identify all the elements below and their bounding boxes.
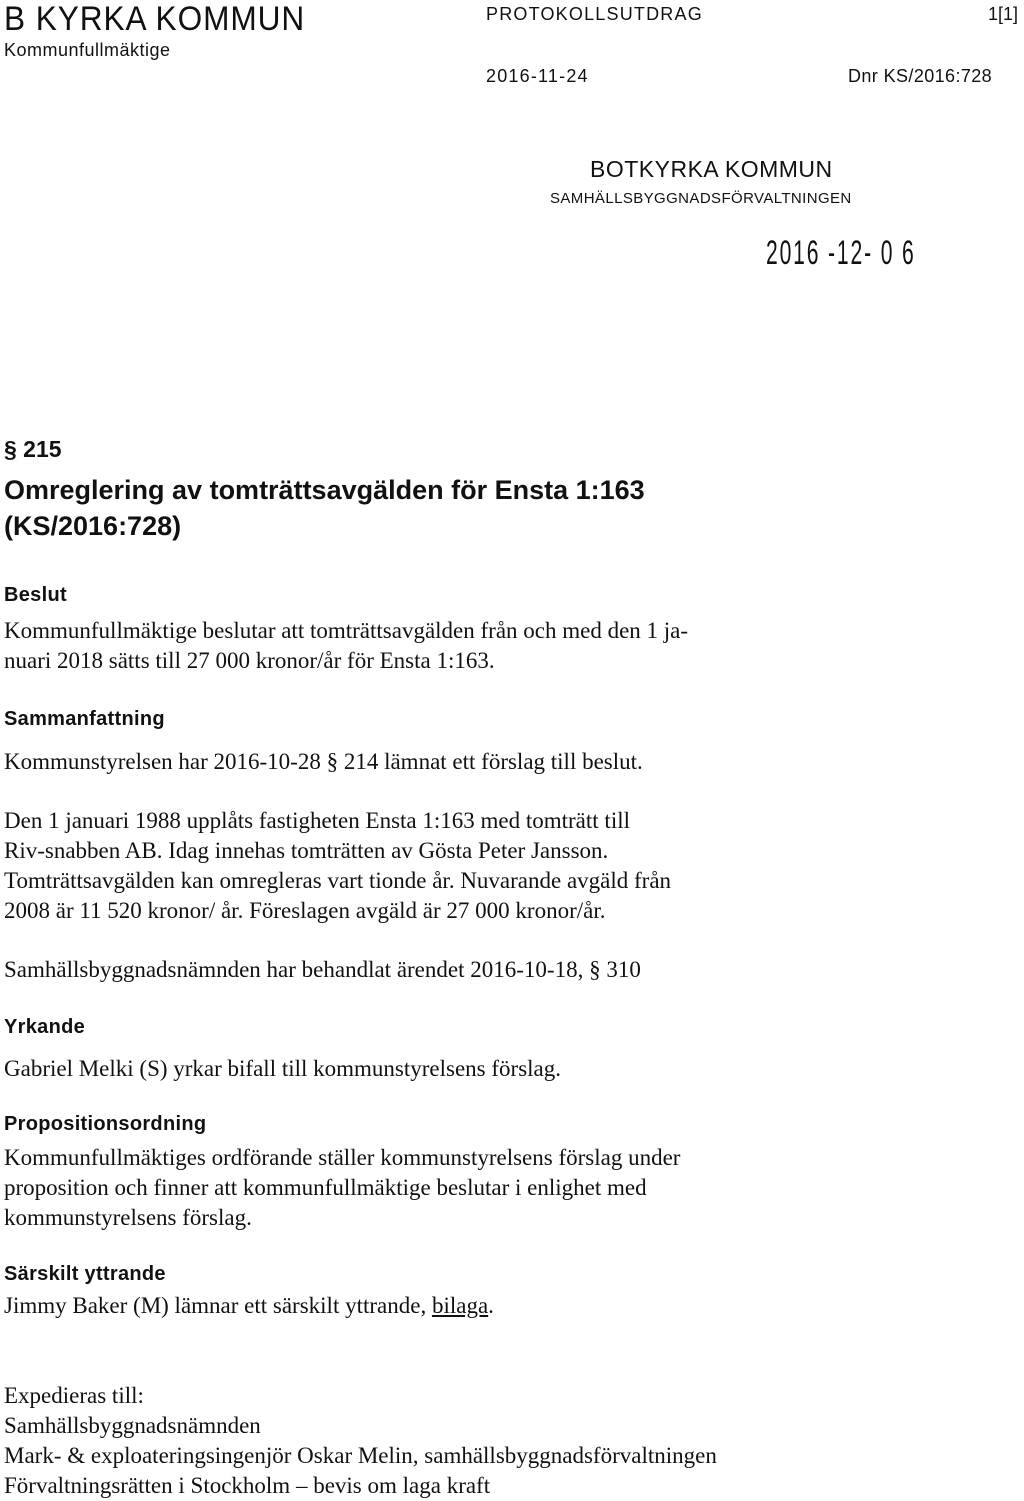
page-title	[4, 472, 804, 544]
text-line: Tomträttsavgälden kan omregleras vart tionde år. Nuvarande avgäld från	[4, 868, 672, 893]
paragraph-number: § 215	[4, 436, 62, 462]
text-line: Kommunfullmäktige beslutar att tomträttsavgälden från och med den 1 ja-	[4, 618, 689, 643]
meeting-date: 2016-11-24	[486, 66, 589, 86]
yttrande-text: Jimmy Baker (M) lämnar ett särskilt yttrande,	[4, 1293, 432, 1318]
sammanfattning-paragraph-2	[4, 806, 671, 926]
text-line: Den 1 januari 1988 upplåts fastigheten Ensta 1:163 med tomträtt till	[4, 808, 630, 833]
text-line: proposition och finner att kommunfullmäktige beslutar i enlighet med	[4, 1175, 647, 1200]
diary-number: Dnr KS/2016:728	[848, 66, 993, 86]
distribution-label: Expedieras till:	[4, 1383, 144, 1408]
heading-sammanfattning: Sammanfattning	[4, 708, 165, 730]
title-line: Omreglering av tomträttsavgälden för Ensta 1:163	[4, 475, 645, 505]
text-line: 2008 är 11 520 kronor/ år. Föreslagen avgäld är 27 000 kronor/år.	[4, 898, 606, 923]
document-type: PROTOKOLLSUTDRAG	[486, 4, 703, 24]
title-line: (KS/2016:728)	[4, 511, 182, 541]
sammanfattning-paragraph-1: Kommunstyrelsen har 2016-10-28 § 214 lämnat ett förslag till beslut.	[4, 749, 643, 774]
text-line: nuari 2018 sätts till 27 000 kronor/år för Ensta 1:163.	[4, 648, 495, 673]
distribution-list	[4, 1381, 717, 1501]
distribution-item: Mark- & exploateringsingenjör Oskar Melin, samhällsbyggnadsförvaltningen	[4, 1443, 717, 1468]
text-line: Kommunfullmäktiges ordförande ställer kommunstyrelsens förslag under	[4, 1145, 681, 1170]
text-line: Riv-snabben AB. Idag innehas tomträtten av Gösta Peter Jansson.	[4, 838, 609, 863]
text-line: kommunstyrelsens förslag.	[4, 1205, 252, 1230]
heading-beslut: Beslut	[4, 584, 67, 606]
yttrande-end: .	[488, 1293, 494, 1318]
body-name: Kommunfullmäktige	[4, 40, 171, 60]
bilaga-link[interactable]: bilaga	[431, 1293, 489, 1318]
beslut-text	[4, 616, 688, 676]
sarskilt-yttrande-text	[4, 1291, 494, 1321]
distribution-item: Samhällsbyggnadsnämnden	[4, 1413, 261, 1438]
sammanfattning-paragraph-3: Samhällsbyggnadsnämnden har behandlat ärendet 2016-10-18, § 310	[4, 957, 641, 982]
propositionsordning-text	[4, 1143, 680, 1233]
heading-propositionsordning: Propositionsordning	[4, 1113, 207, 1135]
distribution-item: Förvaltningsrätten i Stockholm – bevis om laga kraft	[4, 1473, 491, 1498]
yrkande-text: Gabriel Melki (S) yrkar bifall till kommunstyrelsens förslag.	[4, 1056, 561, 1081]
stamp-date: 2016 -12- 0 6	[766, 234, 916, 272]
heading-yrkande: Yrkande	[4, 1016, 86, 1038]
page-number: 1[1]	[988, 4, 1019, 24]
organization-name: B KYRKA KOMMUN	[4, 0, 306, 38]
heading-sarskilt-yttrande: Särskilt yttrande	[4, 1263, 166, 1285]
stamp-department: SAMHÄLLSBYGGNADSFÖRVALTNINGEN	[550, 190, 852, 207]
stamp-organization: BOTKYRKA KOMMUN	[590, 156, 833, 182]
